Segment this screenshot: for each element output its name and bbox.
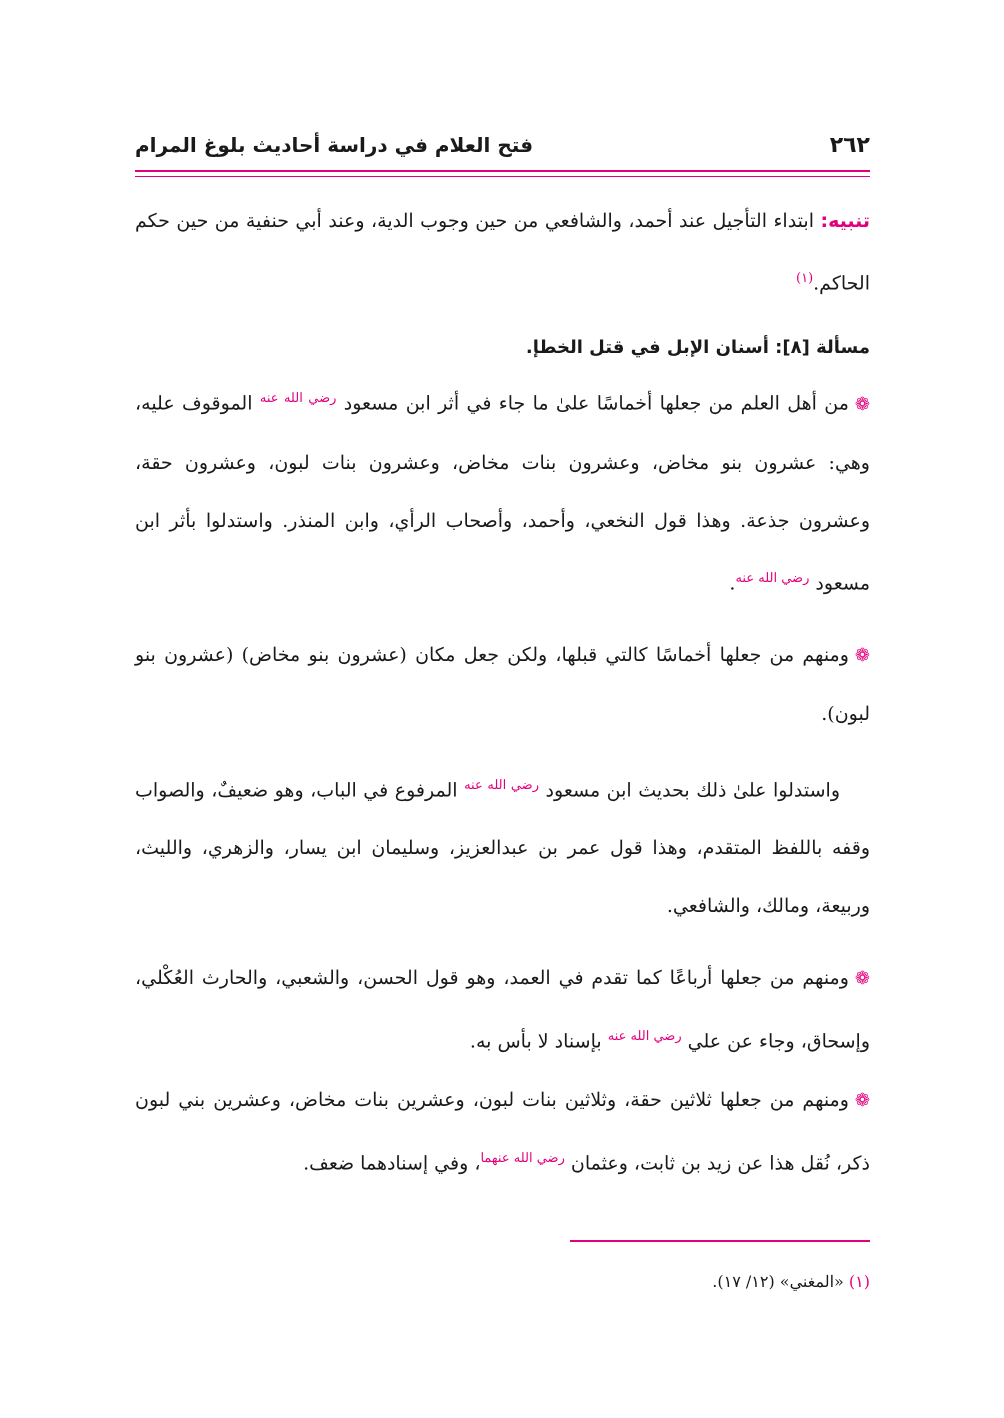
opinion-1-text-b: الموقوف عليه، وهي: عشرون بنو مخاض، وعشرون بنات مخاض، وعشرون بنات لبون، وعشرون حقة، وعشرون جذعة. وهذا قول النخعي، وأحمد، وأصحاب الرأي، وابن المنذر. واستدلوا بأثر ابن مسعود [135,392,870,594]
footnote-rule [570,1240,870,1242]
evidence-text-a: واستدلوا علىٰ ذلك بحديث ابن مسعود [545,779,840,802]
opinion-paragraph-1 [135,370,870,612]
book-title: فتح العلام في دراسة أحاديث بلوغ المرام [135,133,534,157]
opinion-4-text-b: ، وفي إسنادهما ضعف. [303,1151,481,1174]
opinion-paragraph-2 [135,626,870,743]
honorific-mark: رضي الله عنه [464,777,539,793]
flower-ornament-icon: ❁ [854,644,870,666]
flower-ornament-icon: ❁ [854,968,870,990]
header-rule-thick [135,170,870,172]
opinion-3-text-b: بإسناد لا بأس به. [469,1030,602,1053]
opinion-3-text-a: ومنهم من جعلها أرباعًا كما تقدم في العمد، وهو قول الحسن، والشعبي، والحارث العُكْلي، وإسحاق، وجاء عن علي [135,967,870,1053]
opinion-paragraph-3 [135,949,870,1070]
honorific-mark: رضي الله عنه [735,570,810,586]
header-rule-thin [135,176,870,177]
main-text [135,192,870,1192]
footnote-text: «المغني» (١٢/ ١٧). [712,1272,844,1291]
tanbih-text: ابتداء التأجيل عند أحمد، والشافعي من حين وجوب الدية، وعند أبي حنفية من حين حكم الحاكم. [135,210,870,295]
footnote-reference: (١) [796,271,814,286]
opinion-4-text-a: ومنهم من جعلها ثلاثين حقة، وثلاثين بنات لبون، وعشرين بنات مخاض، وعشرين بني لبون ذكر، نُقل هذا عن زيد بن ثابت، وعثمان [135,1088,870,1174]
flower-ornament-icon: ❁ [854,1089,871,1111]
flower-ornament-icon: ❁ [854,393,870,415]
evidence-text-b: المرفوع في الباب، وهو ضعيفٌ، والصواب وقفه باللفظ المتقدم، وهذا قول عمر بن عبدالعزيز، وسليمان ابن يسار، والزهري، والليث، وربيعة، ومالك، والشافعي. [135,779,870,918]
evidence-paragraph [135,757,870,935]
page-number: ٢٦٢ [829,132,870,158]
running-header [135,125,870,165]
honorific-mark: رضي الله عنه [259,391,337,407]
masala-heading: مسألة [٨]: أسنان الإبل في قتل الخطإ. [525,337,870,359]
footnote-marker: (١) [848,1272,870,1291]
opinion-1-text-a: من أهل العلم من جعلها أخماسًا علىٰ ما جاء في أثر ابن مسعود [343,392,849,415]
tanbih-paragraph [135,192,870,312]
opinion-1-text-c: . [729,571,736,594]
honorific-mark: رضي الله عنه [607,1029,682,1045]
opinion-2-text: ومنهم من جعلها أخماسًا كالتي قبلها، ولكن جعل مكان (عشرون بنو مخاض) (عشرون بنو لبون). [135,643,870,725]
tanbih-label: تنبيه: [820,210,870,232]
honorific-mark: رضي الله عنهما [480,1150,565,1166]
footnote [135,1262,870,1302]
opinion-paragraph-4 [135,1071,870,1192]
